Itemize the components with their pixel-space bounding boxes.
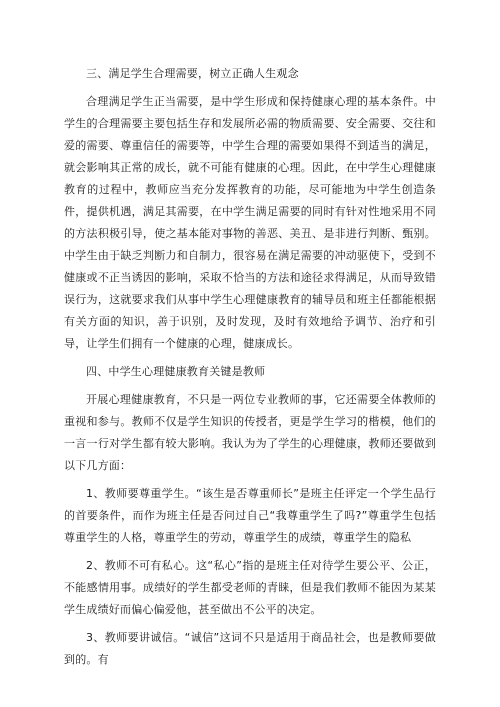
section3-heading: 三、满足学生合理需要，树立正确人生观念: [86, 67, 299, 80]
section4-item-2: 2、教师不可有私心。这“私心”指的是班主任对待学生要公平、公正，不能感情用事。成绩好的学生都受老师的青睐，但是我们教师不能因为某某学生成绩好而偏心偏爱他，甚至做出不公平的决定。: [64, 559, 436, 616]
section4-item-3: 3、教师要讲诚信。“诚信”这词不只是适用于商品社会，也是教师要做到的。有: [64, 631, 436, 666]
section4-item-1: 1、教师要尊重学生。“该生是否尊重师长”是班主任评定一个学生品行的首要条件，而作为班主任是否问过自己“我尊重学生了吗?”尊重学生包括尊重学生的人格，尊重学生的劳动，尊重学生的成绩，尊重学生的隐私: [64, 487, 436, 544]
section4-heading: 四、中学生心理健康教育关键是教师: [86, 365, 266, 378]
section4-intro-paragraph: 开展心理健康教育，不只是一两位专业教师的事，它还需要全体教师的重视和参与。教师不仅是学生知识的传授者，更是学生学习的楷模，他们的一言一行对学生都有较大影响。我认为为了学生的心理健康，教师还要做到以下几方面：: [64, 393, 436, 472]
section3-paragraph: 合理满足学生正当需要，是中学生形成和保持健康心理的基本条件。中学生的合理需要主要包括生存和发展所必需的物质需要、安全需要、交往和爱的需要、尊重信任的需要等，中学生合理的需要如果得不到适当的满足，就会影响其正常的成长，就不可能有健康的心理。因此，在中学生心理健康教育的过程中，教师应当充分发挥教育的功能，尽可能地为中学生创造条件，提供机遇，满足其需要，在中学生满足需要的同时有针对性地采用不同的方法积极引导，使之基本能对事物的善恶、美丑、是非进行判断、甄别。中学生由于缺乏判断力和自制力，很容易在满足需要的冲动驱使下，受到不健康或不正当诱因的影响，采取不恰当的方法和途径求得满足，从而导致错误行为，这就要求我们从事中学生心理健康教育的辅导员和班主任都能根据有关方面的知识，善于识别，及时发现，及时有效地给予调节、治疗和引导，让学生们拥有一个健康的心理，健康成长。: [64, 95, 436, 350]
document-page: [64, 63, 436, 677]
